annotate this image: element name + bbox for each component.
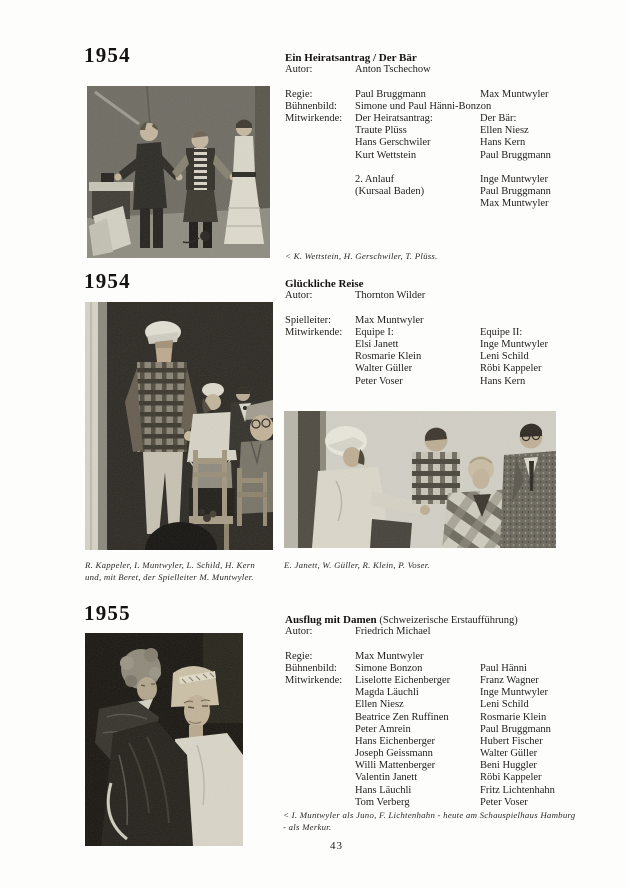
production-title <box>285 614 555 626</box>
credit-row <box>285 772 555 784</box>
year-heading-3: 1955 <box>84 601 131 625</box>
credit-row <box>285 675 555 687</box>
credit-name: Simone und Paul Hänni-Bonzon <box>355 100 492 112</box>
credit-label <box>285 174 355 186</box>
credit-row <box>285 198 551 210</box>
credit-name: Ellen Niesz <box>480 125 529 137</box>
credit-row <box>285 101 551 113</box>
credit-row <box>285 351 548 363</box>
credit-name: Willi Mattenberger <box>355 760 436 772</box>
production-title-note <box>379 615 517 626</box>
credit-label <box>285 748 355 760</box>
author-label: Autor: <box>285 290 313 302</box>
year-heading-1: 1954 <box>84 43 131 67</box>
credit-name: Röbi Kappeler <box>480 363 542 375</box>
credit-name: Elsi Janett <box>355 338 399 350</box>
page-number: 43 <box>330 840 343 852</box>
credit-label <box>285 137 355 149</box>
credit-row <box>285 376 548 388</box>
credit-name: Der Heiratsantrag: <box>355 112 433 124</box>
credit-label <box>285 339 355 351</box>
credit-name: Hans Kern <box>480 137 526 149</box>
author-label: Autor: <box>285 626 313 638</box>
credit-name: Inge Muntwyler <box>480 338 548 350</box>
credit-name: Paul Bruggmann <box>355 88 426 100</box>
credit-label <box>285 687 355 699</box>
credit-name: Beni Huggler <box>480 760 537 772</box>
credit-row <box>285 748 555 760</box>
credit-name: Equipe II: <box>480 326 523 338</box>
photo-glueckliche-reise-left <box>85 302 273 550</box>
author-name: Friedrich Michael <box>355 626 431 638</box>
credit-name: Inge Muntwyler <box>480 173 548 185</box>
credit-name: Hubert Fischer <box>480 735 543 747</box>
photo-ausflug-mit-damen <box>85 633 243 846</box>
credit-name: Max Muntwyler <box>355 314 424 326</box>
production-title-note-text: (Schweizerische Erstaufführung) <box>379 615 518 626</box>
credit-name: Inge Muntwyler <box>480 687 548 699</box>
credit-label: Mitwirkende: <box>285 112 343 124</box>
credit-label: Regie: <box>285 650 313 662</box>
credit-row <box>285 327 548 339</box>
credit-label <box>285 351 355 363</box>
photo-glueckliche-reise-right <box>284 411 556 548</box>
credit-name: Röbi Kappeler <box>480 772 542 784</box>
credit-name: Walter Güller <box>355 363 413 375</box>
credit-name: Paul Hänni <box>480 662 527 674</box>
credit-name: Hans Kern <box>480 375 526 387</box>
photo-caption-2-right: E. Janett, W. Güller, R. Klein, P. Voser. <box>284 560 430 570</box>
credit-label <box>285 198 355 210</box>
credit-name: Max Muntwyler <box>480 88 549 100</box>
credit-label: Bühnenbild: <box>285 100 337 112</box>
year-heading-2: 1954 <box>84 269 131 293</box>
credit-name: Fritz Lichtenhahn <box>480 784 555 796</box>
credit-name: Simone Bonzon <box>355 662 423 674</box>
author-row <box>285 626 555 638</box>
credit-label <box>285 125 355 137</box>
author-name: Thornton Wilder <box>355 290 426 302</box>
credit-name: Hans Gerschwiler <box>355 137 431 149</box>
production-title-text: Ausflug mit Damen <box>285 614 377 626</box>
credit-label <box>285 712 355 724</box>
credit-name: Peter Amrein <box>355 723 411 735</box>
credit-name: Walter Güller <box>480 748 538 760</box>
credit-name: Der Bär: <box>480 112 517 124</box>
credit-row <box>285 125 551 137</box>
production-title <box>285 52 551 64</box>
credit-label: Regie: <box>285 88 313 100</box>
credit-name: Max Muntwyler <box>480 198 549 210</box>
production-title-text: Glückliche Reise <box>285 278 364 290</box>
credit-row <box>285 113 551 125</box>
author-label: Autor: <box>285 64 313 76</box>
author-row <box>285 64 551 76</box>
production-block-3 <box>285 614 555 809</box>
credit-name: (Kursaal Baden) <box>355 186 425 198</box>
credit-name <box>355 198 480 210</box>
credit-row <box>285 186 551 198</box>
credit-name: Traute Plüss <box>355 125 407 137</box>
production-block-1 <box>285 52 551 210</box>
credit-row <box>285 137 551 149</box>
credit-label: Bühnenbild: <box>285 662 337 674</box>
credit-row <box>285 315 548 327</box>
credit-row <box>285 724 555 736</box>
credit-name: Franz Wagner <box>480 674 539 686</box>
credit-name: Paul Bruggmann <box>480 149 551 161</box>
credit-row <box>285 760 555 772</box>
credit-label <box>285 724 355 736</box>
credit-name: Paul Bruggmann <box>480 186 551 198</box>
credit-label <box>285 760 355 772</box>
credit-name: Valentin Janett <box>355 772 418 784</box>
photo-caption-2-left: R. Kappeler, I. Muntwyler, L. Schild, H. Kern und, mit Beret, der Spielleiter M. Muntwyler. <box>85 560 256 582</box>
credit-name: Ellen Niesz <box>355 699 404 711</box>
production-block-2 <box>285 278 548 388</box>
photo-stage-scene-heiratsantrag <box>87 86 270 258</box>
credit-name: Rosmarie Klein <box>480 711 547 723</box>
credit-label <box>285 736 355 748</box>
credit-label <box>285 186 355 198</box>
credit-label: Mitwirkende: <box>285 674 343 686</box>
credit-row <box>285 699 555 711</box>
credit-row <box>285 150 551 162</box>
credit-row <box>285 663 555 675</box>
credit-label: Mitwirkende: <box>285 326 343 338</box>
credit-row <box>285 363 548 375</box>
credit-name: Magda Läuchli <box>355 687 419 699</box>
credit-row <box>285 687 555 699</box>
credit-label: Spielleiter: <box>285 314 332 326</box>
credit-row <box>285 712 555 724</box>
credit-name: Rosmarie Klein <box>355 351 422 363</box>
credit-name: Hans Eichenberger <box>355 735 435 747</box>
credit-name: Max Muntwyler <box>355 650 424 662</box>
credit-name: Hans Läuchli <box>355 784 412 796</box>
credit-label <box>285 376 355 388</box>
author-row <box>285 290 548 302</box>
author-name: Anton Tschechow <box>355 64 431 76</box>
photo-caption-1: < K. Wettstein, H. Gerschwiler, T. Plüss. <box>285 251 438 261</box>
credit-row <box>285 651 555 663</box>
credit-name: Leni Schild <box>480 351 529 363</box>
credit-name: Equipe I: <box>355 326 394 338</box>
credit-row <box>285 339 548 351</box>
credit-name: Peter Voser <box>480 796 528 808</box>
credit-label <box>285 699 355 711</box>
credit-row <box>285 785 555 797</box>
credit-name: Joseph Geissmann <box>355 748 433 760</box>
credit-label <box>285 363 355 375</box>
credit-row <box>285 797 555 809</box>
credit-row <box>285 174 551 186</box>
credit-label <box>285 797 355 809</box>
credit-name: Leni Schild <box>480 699 529 711</box>
credit-name: Kurt Wettstein <box>355 149 417 161</box>
photo-caption-3: < I. Muntwyler als Juno, F. Lichtenhahn - heute am Schauspielhaus Hamburg - als Merkur. <box>283 810 576 832</box>
credit-label <box>285 150 355 162</box>
credit-label <box>285 785 355 797</box>
credit-row <box>285 736 555 748</box>
credit-name: 2. Anlauf <box>355 173 395 185</box>
credit-name: Tom Verberg <box>355 796 410 808</box>
credit-name: Liselotte Eichenberger <box>355 674 451 686</box>
credit-name: Paul Bruggmann <box>480 723 551 735</box>
credit-name: Beatrice Zen Ruffinen <box>355 711 449 723</box>
credit-name: Peter Voser <box>355 375 403 387</box>
credit-row <box>285 89 551 101</box>
production-title-text: Ein Heiratsantrag / Der Bär <box>285 52 417 64</box>
credit-label <box>285 772 355 784</box>
production-title <box>285 278 548 290</box>
